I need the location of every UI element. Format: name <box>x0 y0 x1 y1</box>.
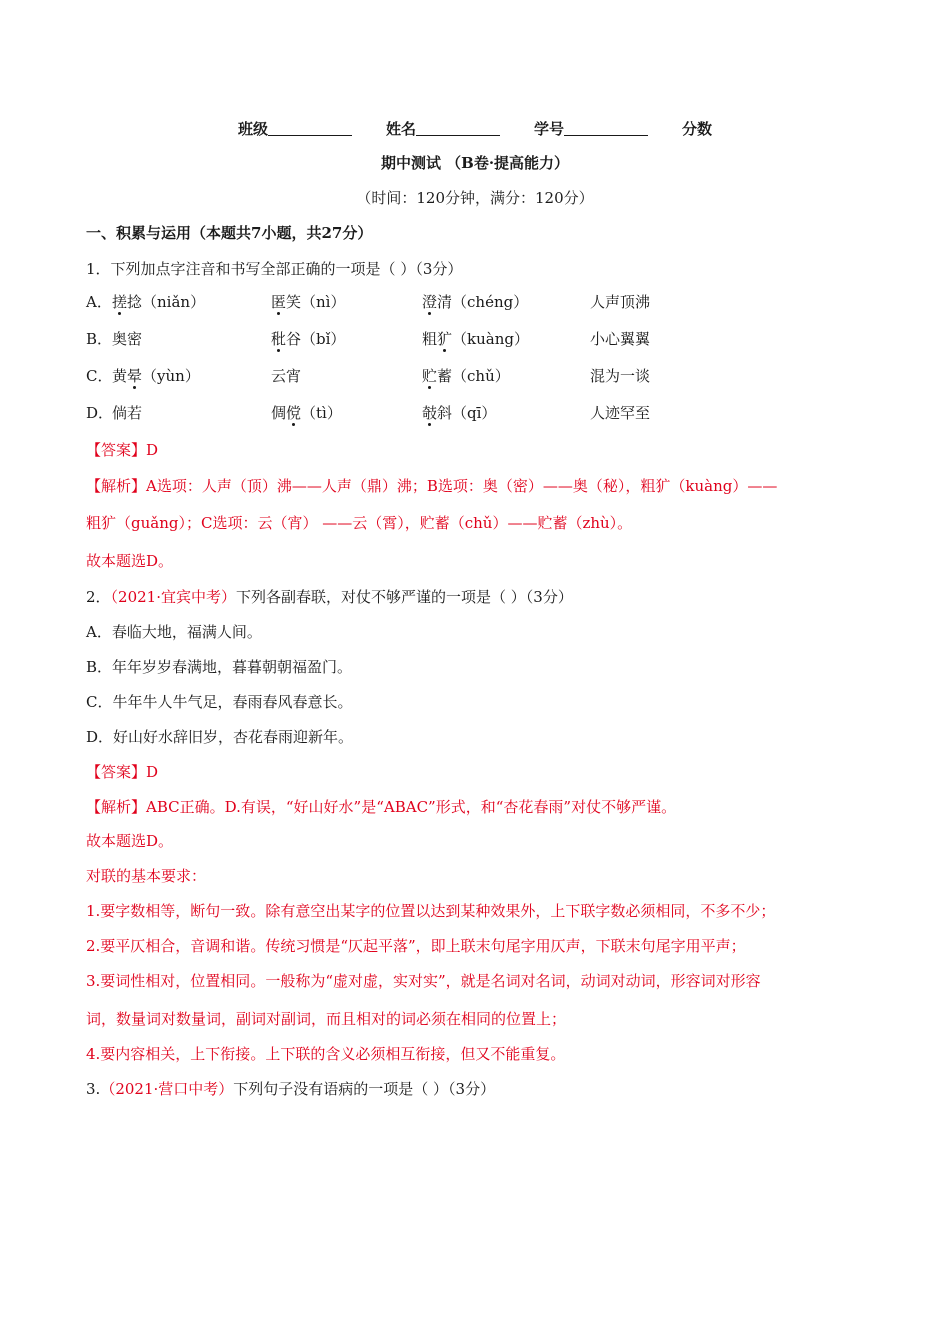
q1-analysis-line1 <box>86 475 777 496</box>
analysis-text: ABC正确。D.有误，“好山好水”是“ABAC”形式，和“杏花春雨”对仗不够严谨。 <box>146 798 677 816</box>
exam-title: 期中测试 （B卷·提高能力） <box>380 154 570 172</box>
q2-number: 2． <box>86 588 111 606</box>
q2-rule: 1.要字数相等，断句一致。除有意空出某字的位置以达到某种效果外，上下联字数必须相同，不多不少； <box>86 902 776 920</box>
student-info-row <box>0 118 950 139</box>
q2-rule: 4.要内容相关，上下衔接。上下联的含义必须相互衔接，但又不能重复。 <box>86 1045 566 1063</box>
q1-conclusion: 故本题选D。 <box>86 552 174 570</box>
q2-option-a: A．春临大地，福满人间。 <box>86 623 262 641</box>
option-item: 倜傥（tì） <box>271 404 342 422</box>
time-note: （时间：120分钟，满分：120分） <box>356 189 594 207</box>
option-letter: D． <box>86 404 114 422</box>
q3-number: 3. <box>86 1080 101 1098</box>
q2-option-d: D．好山好水辞旧岁，杏花春雨迎新年。 <box>86 728 354 746</box>
q3-text: 下列句子没有语病的一项是（ ）（3分） <box>233 1080 496 1098</box>
class-label: 班级 <box>237 120 268 138</box>
option-item: 秕谷（bǐ） <box>271 330 346 348</box>
option-item: 黄晕（yùn） <box>112 367 200 385</box>
q2-option-c: C．牛年牛人牛气足，春雨春风春意长。 <box>86 693 353 711</box>
q2-rule: 词，数量词对数量词，副词对副词，而且相对的词必须在相同的位置上； <box>86 1010 567 1028</box>
option-item: 贮蓄（chǔ） <box>422 367 510 385</box>
option-item: 匿笑（nì） <box>271 293 346 311</box>
q2-answer: 【答案】D <box>86 763 159 781</box>
option-item: 奥密 <box>112 330 143 348</box>
q1-answer: 【答案】D <box>86 441 159 459</box>
section-title: 一、积累与运用（本题共7小题，共27分） <box>86 224 373 242</box>
option-item: 搓捻（niǎn） <box>112 293 206 311</box>
analysis-head: 【解析】 <box>86 477 147 495</box>
q2-text: 下列各副春联，对仗不够严谨的一项是（ ）（3分） <box>236 588 573 606</box>
q3-stem <box>86 1078 495 1099</box>
option-item: 粗犷（kuàng） <box>422 330 529 348</box>
q1-analysis-line2: 粗犷（guǎng）；C选项：云（宵） ——云（霄），贮蓄（chǔ）——贮蓄（zhù）。 <box>86 514 633 532</box>
option-letter: A． <box>86 293 112 311</box>
option-letter: B． <box>86 330 113 348</box>
class-blank[interactable] <box>268 119 352 136</box>
id-label: 学号 <box>534 120 565 138</box>
q2-stem <box>86 586 573 607</box>
q2-rule: 3.要词性相对，位置相同。一般称为“虚对虚，实对实”，就是名词对名词，动词对动词，形容词对形容 <box>86 972 761 990</box>
analysis-text: A选项：人声（顶）沸——人声（鼎）沸；B选项：奥（密）——奥（秘），粗犷（kuàng）—— <box>146 477 778 495</box>
q2-option-b: B．年年岁岁春满地，暮暮朝朝福盈门。 <box>86 658 353 676</box>
name-label: 姓名 <box>385 120 416 138</box>
q2-conclusion: 故本题选D。 <box>86 832 174 850</box>
q2-rule: 2.要平仄相合，音调和谐。传统习惯是“仄起平落”，即上联末句尾字用仄声，下联末句尾字用平声； <box>86 937 746 955</box>
option-letter: C． <box>86 367 113 385</box>
option-item: 云宵 <box>271 367 302 385</box>
option-item: 小心翼翼 <box>590 330 651 348</box>
option-item: 人声顶沸 <box>590 293 651 311</box>
score-label: 分数 <box>682 120 713 138</box>
q3-source: （2021·营口中考） <box>100 1080 234 1098</box>
q1-stem: 1．下列加点字注音和书写全部正确的一项是（ ）（3分） <box>86 260 463 278</box>
option-item: 澄清（chéng） <box>422 293 529 311</box>
analysis-head: 【解析】 <box>86 798 147 816</box>
option-item: 攲斜（qī） <box>422 404 497 422</box>
q2-rules-title: 对联的基本要求： <box>86 867 207 885</box>
option-item: 倘若 <box>112 404 143 422</box>
option-item: 人迹罕至 <box>590 404 651 422</box>
q2-analysis <box>86 796 676 817</box>
name-blank[interactable] <box>416 119 500 136</box>
option-item: 混为一谈 <box>590 367 651 385</box>
q2-source: （2021·宜宾中考） <box>110 588 236 606</box>
id-blank[interactable] <box>564 119 648 136</box>
